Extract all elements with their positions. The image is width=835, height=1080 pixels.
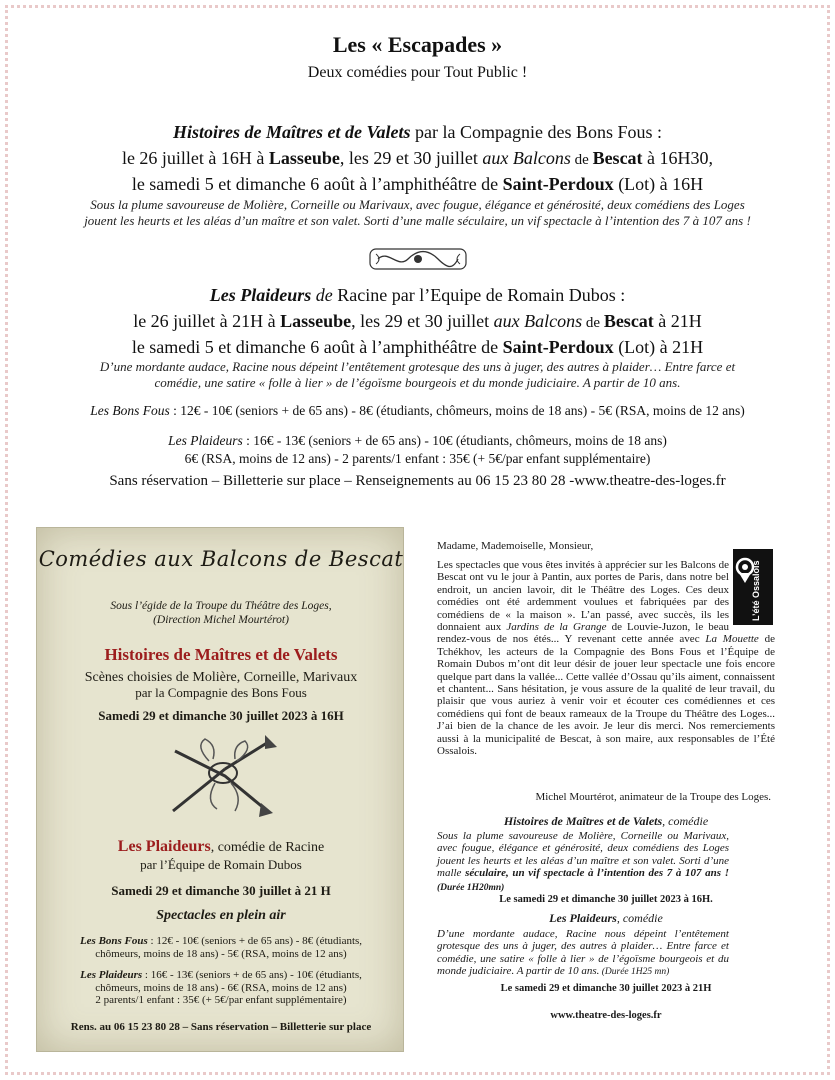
show1-desc-line2: jouent les heurts et les aléas d’un maître et son valet. Sorti d’une malle séculaire, un vif spectacle à l’intention des 7 à 107 ans ! [84,213,751,228]
show1-venue-line [0,172,835,196]
show1-description [14,197,821,229]
poster-show2-line1: , comédie de Racine [210,840,325,855]
letter-show2-date: Le samedi 29 et dimanche 30 juillet 2023 à 21H [500,983,712,994]
poster-show2-date: Samedi 29 et dimanche 30 juillet à 21 H [111,883,331,898]
letter-show1-title: Histoires de Maîtres et de Valets [503,814,663,828]
show1-bescat: Bescat [592,148,643,168]
poster [36,527,404,1052]
poster-bf-line2: chômeurs, moins de 18 ans) - 5€ (RSA, moins de 12 ans) [95,947,347,960]
page-subtitle: Deux comédies pour Tout Public ! [307,64,528,81]
poster-egide1: Sous l’égide de la Troupe du Théâtre des Loges, [110,600,332,612]
show1-dates-line [0,146,835,172]
show1-date-b: , les 29 et 30 juillet [339,148,483,168]
show2-heading [0,283,835,307]
letter-show2-desc-text: D’une mordante audace, Racine nous dépeint l’entêtement grotesque des uns à juger, des autres à plaider… Entre farce et comédie, une satire « folle à lier » de l’égoïsme bourgeois et du monde judiciaire. A partir de 10 ans. [437,928,729,978]
letter-greeting: Madame, Mademoiselle, Monsieur, [437,540,594,552]
poster-show1-line2: par la Compagnie des Bons Fous [135,685,307,700]
letter-show1-date: Le samedi 29 et dimanche 30 juillet 2023 à 16H. [499,894,713,905]
price-bons-fous [20,402,815,420]
letter-para-a: Les spectacles que vous êtes invités à apprécier sur les Balcons de Bescat ont vu le jour à Pantin, aux portes de Paris, dans notre bel endroit, un ancien lavoir, dit le Théâtre des Loges. Ces deux comédies ont été ardemment voulues et fabriquées par des comédiens de « la maison ». L’an passé, avec succès, ils les donnaient aux [437,559,729,634]
poster-price-bons-fous [37,935,404,960]
price-plaideurs [20,432,815,468]
show1-desc-line1: Sous la plume savoureuse de Molière, Corneille ou Marivaux, avec fougue, élégance et générosité, deux comédiens des Loges [90,197,745,212]
badge-label: L’été Ossalois [751,560,761,621]
show2-venue-line [0,335,835,359]
show1-de: de [570,152,593,168]
poster-show1-line1: Scènes choisies de Molière, Corneille, Marivaux [84,670,358,685]
show1-balcons: aux Balcons [482,148,571,168]
show2-dates-line [0,309,835,335]
show2-saint-perdoux: Saint-Perdoux [502,337,614,357]
show1-date-c: à 16H30, [642,148,714,168]
show1-saint-perdoux: Saint-Perdoux [502,174,614,194]
letter-signature: Michel Mourtérot, animateur de la Troupe des Loges. [535,791,771,803]
show1-venue-b: (Lot) à 16H [613,174,704,194]
price-plaideurs-line1: : 16€ - 13€ (seniors + de 65 ans) - 10€ (étudiants, chômeurs, moins de 18 ans) [242,433,667,448]
show2-balcons: aux Balcons [493,311,583,331]
poster-show2-heading [37,838,404,857]
info-line: Sans réservation – Billetterie sur place – Renseignements au 06 15 23 80 28 -www.theatre-des-loges.fr [109,473,726,489]
show2-date-b: , les 29 et 30 juillet [351,311,494,331]
letter-jardins: Jardins de la Grange [506,621,607,634]
show2-date-c: à 21H [653,311,702,331]
letter-show1-kind: , comédie [662,814,709,828]
letter-body [437,559,775,758]
letter-para-c: de Tchékhov, les acteurs de la Compagnie des Bons Fous et l’Équipe de Romain Dubos m’ont dit leur désir de jouer leur spectacle une fois encore quelque part dans la vallée... Cette vallée d’Ossau qu’ils aiment, connaissent et chantent... Sans hésitation, je vous assure de la qualité de leur travail, du plaisir que vous auriez à venir voir et écouter ces comédiennes et ces comédiens qui font de beaux rameaux de la Troupe du Théâtre des Loges... J’ai bien de la chance de les avoir. Je leur dis merci. Nos remerciements aussi à la municipalité de Bescat, à son maire, aux responsables de l’Été Ossalois. [437,633,775,758]
show2-desc-line1: D’une mordante audace, Racine nous dépeint l’entêtement grotesque des uns à juger, des autres à plaider… Entre farce et [99,359,736,374]
letter-show2-duration: (Durée 1H25 mn) [599,967,670,978]
price-bons-fous-text: : 12€ - 10€ (seniors + de 65 ans) - 8€ (étudiants, chômeurs, moins de 18 ans) - 5€ (RSA, moins de 12 ans) [169,403,745,418]
show1-title: Histoires de Maîtres et de Valets [173,122,411,142]
poster-bf-line1: : 12€ - 10€ (seniors + de 65 ans) - 8€ (étudiants, [147,935,363,947]
trumpets-illustration [165,731,280,821]
poster-show1-date: Samedi 29 et dimanche 30 juillet 2023 à 16H [98,708,344,723]
poster-pl-line1: : 16€ - 13€ (seniors + de 65 ans) - 10€ (étudiants, [142,969,362,981]
show2-date-a: le 26 juillet à 21H à [133,311,281,331]
show2-description [14,359,821,391]
poster-show2-line2: par l’Équipe de Romain Dubos [140,857,302,872]
show1-venue-a: le samedi 5 et dimanche 6 août à l’amphithéâtre de [131,174,503,194]
letter-show1-heading [437,815,775,827]
poster-show1-title: Histoires de Maîtres et de Valets [104,645,338,664]
price-plaideurs-label: Les Plaideurs [168,433,243,448]
letter-para-b: de Louvie-Juzon, le beau rendez-vous de nos étés... Y revenant cette année avec [437,621,729,646]
page-title: Les « Escapades » [332,32,503,57]
show2-de: de [311,285,338,305]
letter-mouette: La Mouette [705,633,759,646]
letter-show1-desc-text: Sous la plume savoureuse de Molière, Corneille ou Marivaux, avec fougue, élégance et générosité, deux comédiens des Loges jouent les heurts et les aléas d’un maître et son valet. Sorti d’une malle [437,830,729,880]
show1-heading [0,120,835,144]
poster-price-plaideurs [37,969,404,1007]
ornament-divider [368,246,468,272]
show1-lasseube: Lasseube [268,148,340,168]
show2-de-bescat: de [582,315,604,331]
website-link[interactable]: www.theatre-des-loges.fr [550,1010,662,1021]
letter-show1-desc-bold: séculaire, un vif spectacle à l’intention des 7 à 107 ans ! [465,867,729,880]
show2-lasseube: Lasseube [280,311,352,331]
letter-show1-desc [437,830,775,898]
poster-footer: Rens. au 06 15 23 80 28 – Sans réservation – Billetterie sur place [70,1021,372,1033]
poster-title: Comédies aux Balcons de Bescat [38,547,404,571]
price-bons-fous-label: Les Bons Fous [90,403,170,418]
show2-desc-line2: comédie, une satire « folle à lier » de l’égoïsme bourgeois et du monde judiciaire. A partir de 10 ans. [154,375,681,390]
show2-venue-a: le samedi 5 et dimanche 6 août à l’amphithéâtre de [131,337,503,357]
show2-title: Les Plaideurs [209,285,312,305]
poster-pl-label: Les Plaideurs [80,969,143,981]
show1-date-a: le 26 juillet à 16H à [121,148,269,168]
poster-pl-line2: chômeurs, moins de 18 ans) - 6€ (RSA, moins de 12 ans) [95,981,347,994]
letter-show2-heading [437,912,775,924]
letter-show2-title: Les Plaideurs [549,911,617,925]
poster-egide2: (Direction Michel Mourtérot) [153,614,289,626]
show2-venue-b: (Lot) à 21H [613,337,704,357]
show1-company: par la Compagnie des Bons Fous : [410,122,662,142]
poster-plein-air: Spectacles en plein air [156,908,286,923]
letter-show2-kind: , comédie [616,911,663,925]
letter-show1-duration: (Durée 1H20mn) [437,882,505,893]
show2-bescat: Bescat [603,311,654,331]
poster-pl-line3: 2 parents/1 enfant : 35€ (+ 5€/par enfant supplémentaire) [95,994,347,1006]
price-plaideurs-line2: 6€ (RSA, moins de 12 ans) - 2 parents/1 enfant : 35€ (+ 5€/par enfant supplémentaire) [184,451,651,466]
poster-show2-title: Les Plaideurs [117,838,211,855]
show2-company: Racine par l’Equipe de Romain Dubos : [337,285,626,305]
poster-bf-label: Les Bons Fous [79,935,148,947]
